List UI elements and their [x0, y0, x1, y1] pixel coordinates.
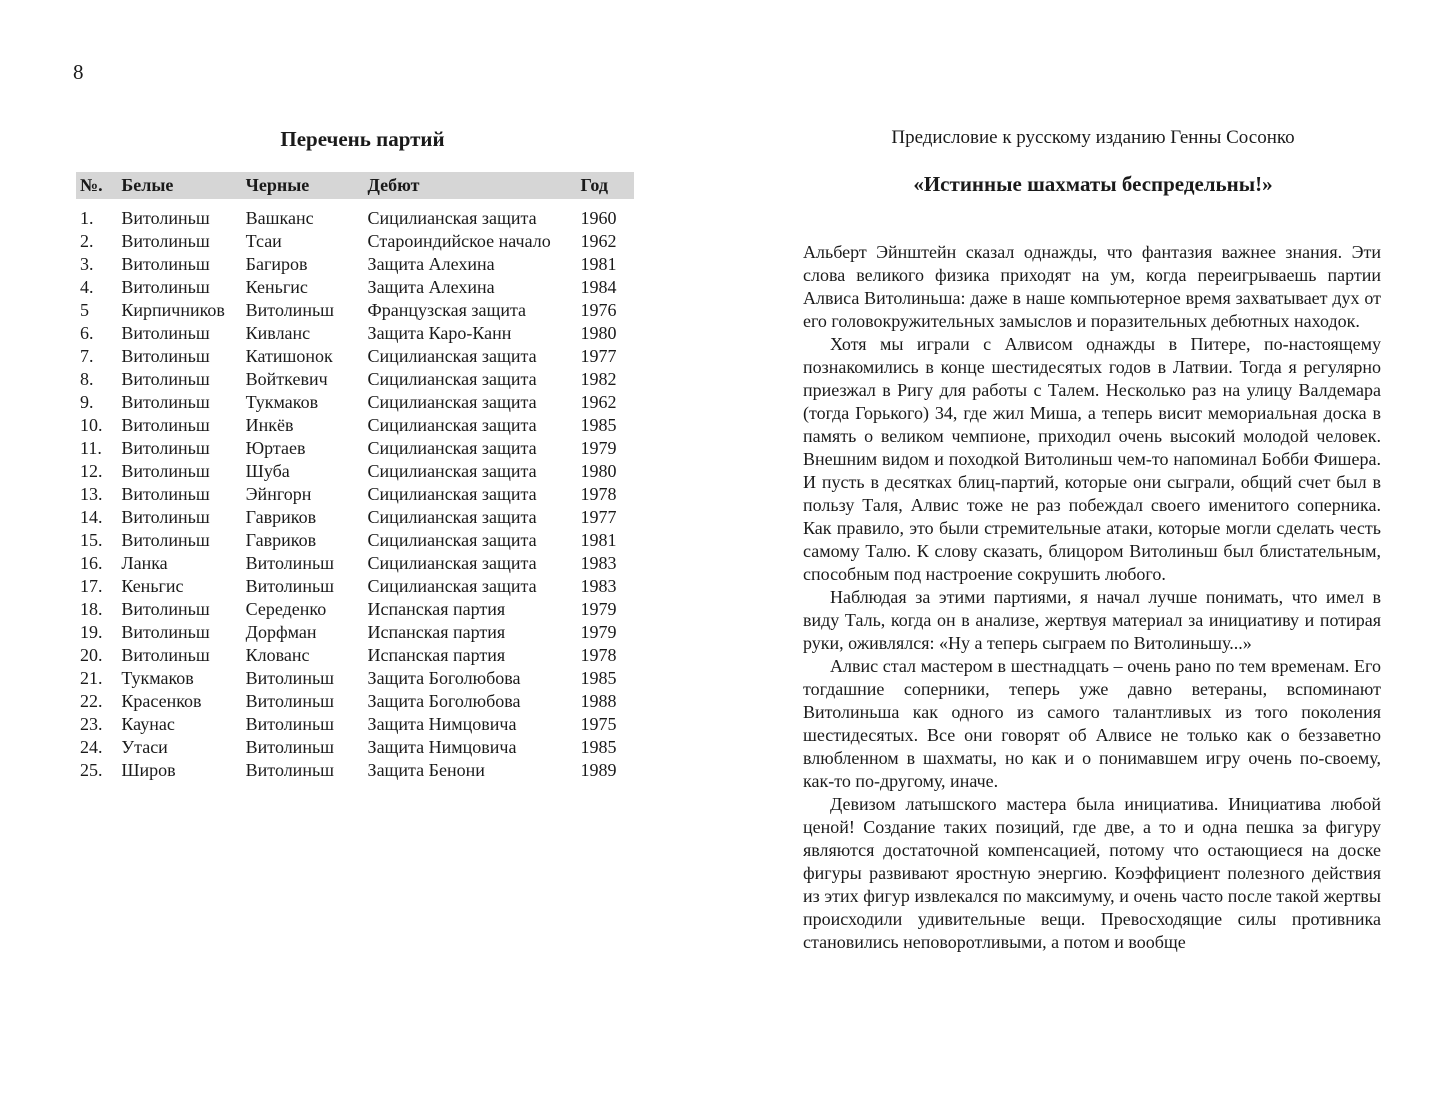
- cell-num: 6.: [80, 323, 94, 343]
- cell-black: Дорфман: [245, 622, 317, 642]
- table-row: [76, 736, 634, 759]
- cell-opening: Сицилианская защита: [367, 553, 537, 573]
- cell-num: 4.: [80, 277, 94, 297]
- cell-num: 12.: [80, 461, 103, 481]
- cell-opening: Испанская партия: [367, 622, 506, 642]
- cell-black: Тсаи: [245, 231, 282, 251]
- cell-opening: Защита Каро-Канн: [367, 323, 512, 343]
- cell-year: 1979: [580, 599, 617, 619]
- cell-white: Красенков: [121, 691, 202, 711]
- paragraph: Хотя мы играли с Алвисом однажды в Питере, по-настоящему познакомились в конце шестидесятых годов в Латвии. Тогда я регулярно приезжал в Ригу для работы с Талем. Несколько раз на улицу Валдемара (тогда Горького) 34, где жил Миша, а теперь висит мемориальная доска в память о великом чемпионе, приходил очень высокий молодой человек. Внешним видом и походкой Витолиньш чем-то напоминал Бобби Фишера. И пусть в десятках блиц-партий, которые они сыграли, общий счет был в пользу Таля, Алвис тоже не раз побеждал своего именитого соперника. Как правило, это были стремительные атаки, которые могли сделать честь самому Талю. К слову сказать, блицором Витолиньш был блистательным, способным под настроение сокрушить любого.: [803, 334, 1381, 584]
- cell-black: Катишонок: [245, 346, 333, 366]
- cell-year: 1979: [580, 438, 617, 458]
- cell-black: Гавриков: [245, 530, 317, 550]
- header-year: Год: [581, 172, 634, 199]
- cell-black: Витолиньш: [245, 668, 335, 688]
- cell-white: Витолиньш: [121, 622, 210, 642]
- table-row: [76, 207, 634, 230]
- cell-opening: Сицилианская защита: [367, 484, 537, 504]
- cell-num: 15.: [80, 530, 103, 550]
- table-row: [76, 391, 634, 414]
- cell-opening: Сицилианская защита: [367, 507, 537, 527]
- cell-year: 1980: [580, 323, 617, 343]
- cell-opening: Сицилианская защита: [367, 346, 537, 366]
- cell-black: Кеньгис: [245, 277, 308, 297]
- cell-num: 13.: [80, 484, 103, 504]
- cell-year: 1982: [580, 369, 617, 389]
- paragraph: Альберт Эйнштейн сказал однажды, что фантазия важнее знания. Эти слова великого физика приходят на ум, когда переигрываешь партии Алвиса Витолиньша: даже в наше компьютерное время захватывает дух от его головокружительных замыслов и поразительных дебютных находок.: [803, 242, 1381, 331]
- cell-black: Середенко: [245, 599, 327, 619]
- cell-num: 24.: [80, 737, 103, 757]
- cell-white: Витолиньш: [121, 438, 210, 458]
- cell-opening: Защита Боголюбова: [367, 668, 521, 688]
- cell-num: 22.: [80, 691, 103, 711]
- cell-white: Витолиньш: [121, 231, 210, 251]
- cell-num: 14.: [80, 507, 103, 527]
- cell-white: Витолиньш: [121, 208, 210, 228]
- cell-year: 1977: [580, 346, 617, 366]
- table-row: [76, 713, 634, 736]
- cell-num: 7.: [80, 346, 94, 366]
- cell-black: Инкёв: [245, 415, 294, 435]
- cell-opening: Защита Нимцовича: [367, 737, 517, 757]
- cell-white: Витолиньш: [121, 369, 210, 389]
- cell-year: 1981: [580, 254, 617, 274]
- table-row: [76, 460, 634, 483]
- table-row: [76, 299, 634, 322]
- cell-year: 1981: [580, 530, 617, 550]
- table-row: [76, 414, 634, 437]
- table-row: [76, 276, 634, 299]
- cell-opening: Испанская партия: [367, 645, 506, 665]
- cell-black: Багиров: [245, 254, 308, 274]
- cell-black: Витолиньш: [245, 760, 335, 780]
- preface-title: «Истинные шахматы беспредельны!»: [913, 172, 1273, 196]
- cell-num: 10.: [80, 415, 103, 435]
- cell-year: 1976: [580, 300, 617, 320]
- cell-opening: Сицилианская защита: [367, 438, 537, 458]
- cell-black: Вашканс: [245, 208, 314, 228]
- table-row: [76, 230, 634, 253]
- cell-opening: Сицилианская защита: [367, 208, 537, 228]
- cell-white: Кирпичников: [121, 300, 225, 320]
- cell-black: Войткевич: [245, 369, 328, 389]
- cell-white: Широв: [121, 760, 176, 780]
- cell-opening: Сицилианская защита: [367, 369, 537, 389]
- cell-year: 1978: [580, 484, 617, 504]
- cell-white: Витолиньш: [121, 599, 210, 619]
- cell-opening: Сицилианская защита: [367, 576, 537, 596]
- cell-num: 19.: [80, 622, 103, 642]
- header-opening: Дебют: [368, 172, 581, 199]
- cell-num: 16.: [80, 553, 103, 573]
- cell-year: 1975: [580, 714, 617, 734]
- cell-year: 1980: [580, 461, 617, 481]
- cell-year: 1962: [580, 392, 617, 412]
- cell-year: 1977: [580, 507, 617, 527]
- games-table: [76, 172, 634, 782]
- page-number: 8: [73, 60, 84, 84]
- header-white: Белые: [121, 172, 245, 199]
- cell-year: 1985: [580, 668, 617, 688]
- cell-white: Витолиньш: [121, 346, 210, 366]
- header-num: №.: [76, 172, 121, 199]
- table-row: [76, 345, 634, 368]
- table-row: [76, 690, 634, 713]
- cell-year: 1979: [580, 622, 617, 642]
- cell-year: 1978: [580, 645, 617, 665]
- cell-black: Клованс: [245, 645, 310, 665]
- cell-white: Витолиньш: [121, 415, 210, 435]
- table-row: [76, 759, 634, 782]
- cell-black: Кивланс: [245, 323, 311, 343]
- cell-year: 1985: [580, 415, 617, 435]
- cell-year: 1989: [580, 760, 617, 780]
- table-header-row: [76, 172, 634, 199]
- cell-black: Витолиньш: [245, 737, 335, 757]
- cell-year: 1984: [580, 277, 617, 297]
- table-row: [76, 644, 634, 667]
- table-row: [76, 598, 634, 621]
- cell-opening: Защита Алехина: [367, 277, 495, 297]
- cell-opening: Защита Нимцовича: [367, 714, 517, 734]
- paragraph: Девизом латышского мастера была инициатива. Инициатива любой ценой! Создание таких позиций, где две, а то и одна пешка за фигуру являются достаточной компенсацией, потому что остающиеся на доске фигуры развивают яростную энергию. Коэффициент полезного действия из этих фигур извлекался по максимуму, и очень часто после такой жертвы происходили удивительные вещи. Превосходящие силы противника становились неповоротливыми, а потом и вообще: [803, 794, 1381, 952]
- cell-opening: Испанская партия: [367, 599, 506, 619]
- cell-white: Каунас: [121, 714, 175, 734]
- games-list-title: Перечень партий: [280, 127, 445, 151]
- cell-num: 23.: [80, 714, 103, 734]
- cell-num: 18.: [80, 599, 103, 619]
- cell-opening: Староиндийское начало: [367, 231, 551, 251]
- paragraph: Алвис стал мастером в шестнадцать – очень рано по тем временам. Его тогдашние соперники, теперь уже давно ветераны, вспоминают Витолиньша как одного из самого талантливых из того поколения шестидесятых. Все они говорят об Алвисе не только как о беззаветно влюбленном в шахматы, но как и о понимавшем игру очень по-своему, как-то по-другому, иначе.: [803, 656, 1381, 791]
- cell-opening: Сицилианская защита: [367, 530, 537, 550]
- cell-num: 9.: [80, 392, 94, 412]
- cell-black: Гавриков: [245, 507, 317, 527]
- cell-year: 1985: [580, 737, 617, 757]
- cell-white: Тукмаков: [121, 668, 194, 688]
- cell-opening: Французская защита: [367, 300, 527, 320]
- cell-black: Тукмаков: [245, 392, 319, 412]
- cell-black: Юртаев: [245, 438, 306, 458]
- table-row: [76, 368, 634, 391]
- cell-num: 21.: [80, 668, 103, 688]
- cell-num: 17.: [80, 576, 103, 596]
- table-row: [76, 253, 634, 276]
- table-row: [76, 437, 634, 460]
- table-row: [76, 575, 634, 598]
- preface-body: [803, 241, 1381, 954]
- cell-opening: Сицилианская защита: [367, 461, 537, 481]
- cell-white: Витолиньш: [121, 277, 210, 297]
- table-row: [76, 552, 634, 575]
- cell-white: Кеньгис: [121, 576, 184, 596]
- cell-black: Витолиньш: [245, 553, 335, 573]
- cell-black: Витолиньш: [245, 576, 335, 596]
- header-black: Черные: [246, 172, 368, 199]
- cell-white: Витолиньш: [121, 323, 210, 343]
- cell-black: Витолиньш: [245, 691, 335, 711]
- table-row: [76, 483, 634, 506]
- cell-num: 3.: [80, 254, 94, 274]
- preface-subtitle: Предисловие к русскому изданию Генны Сосонко: [891, 127, 1295, 148]
- cell-white: Витолиньш: [121, 530, 210, 550]
- table-row: [76, 529, 634, 552]
- cell-year: 1962: [580, 231, 617, 251]
- cell-num: 11.: [80, 438, 102, 458]
- games-table-body: [76, 207, 634, 782]
- cell-black: Шуба: [245, 461, 290, 481]
- cell-year: 1960: [580, 208, 617, 228]
- cell-black: Витолиньш: [245, 714, 335, 734]
- cell-black: Витолиньш: [245, 300, 335, 320]
- cell-num: 5: [80, 300, 89, 320]
- cell-white: Витолиньш: [121, 254, 210, 274]
- cell-opening: Защита Боголюбова: [367, 691, 521, 711]
- cell-white: Витолиньш: [121, 645, 210, 665]
- cell-num: 2.: [80, 231, 94, 251]
- table-row: [76, 506, 634, 529]
- cell-white: Витолиньш: [121, 484, 210, 504]
- cell-num: 25.: [80, 760, 103, 780]
- cell-white: Ланка: [121, 553, 168, 573]
- cell-num: 20.: [80, 645, 103, 665]
- cell-year: 1988: [580, 691, 617, 711]
- cell-opening: Защита Бенони: [367, 760, 485, 780]
- cell-num: 1.: [80, 208, 94, 228]
- table-row: [76, 621, 634, 644]
- paragraph: Наблюдая за этими партиями, я начал лучше понимать, что имел в виду Таль, когда он в анализе, жертвуя материал за инициативу и потирая руки, оживлялся: «Ну а теперь сыграем по Витолиньшу...»: [803, 587, 1381, 653]
- cell-year: 1983: [580, 553, 617, 573]
- cell-white: Витолиньш: [121, 507, 210, 527]
- cell-opening: Сицилианская защита: [367, 415, 537, 435]
- cell-year: 1983: [580, 576, 617, 596]
- cell-num: 8.: [80, 369, 94, 389]
- cell-opening: Защита Алехина: [367, 254, 495, 274]
- cell-white: Утаси: [121, 737, 168, 757]
- cell-white: Витолиньш: [121, 392, 210, 412]
- cell-black: Эйнгорн: [245, 484, 312, 504]
- table-row: [76, 667, 634, 690]
- cell-white: Витолиньш: [121, 461, 210, 481]
- table-row: [76, 322, 634, 345]
- cell-opening: Сицилианская защита: [367, 392, 537, 412]
